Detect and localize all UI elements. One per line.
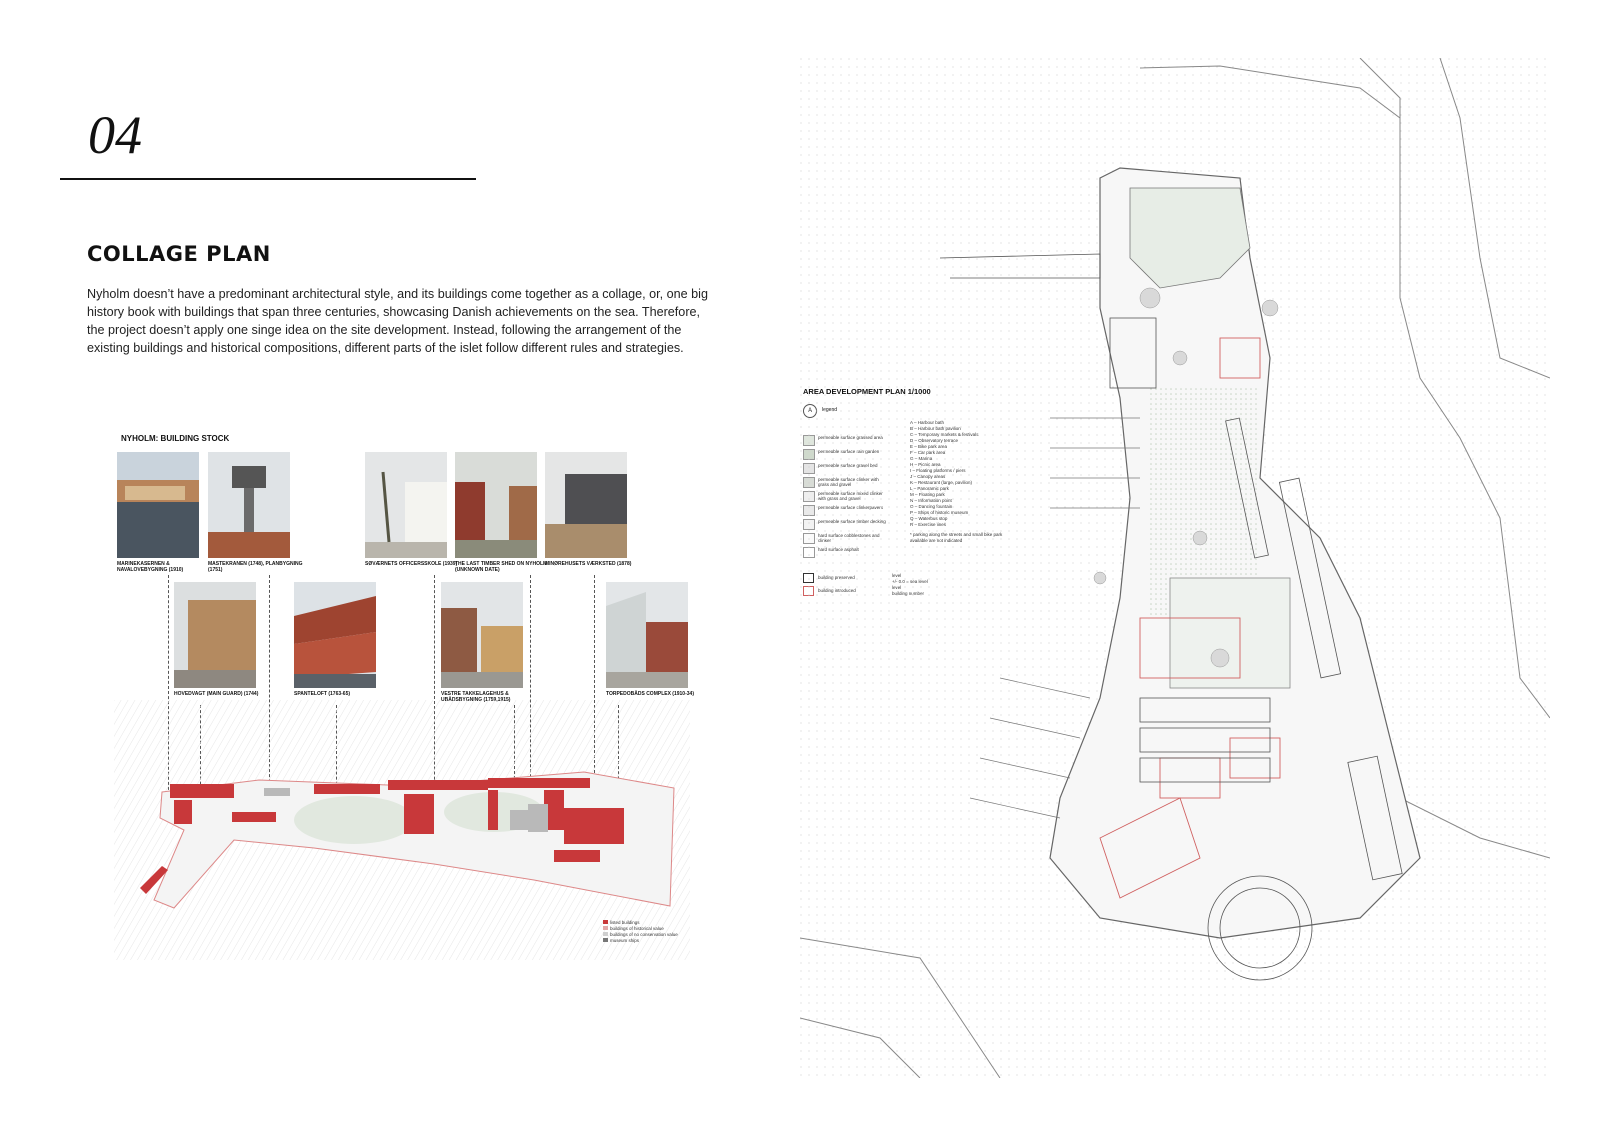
photo-vestre-takkelagehus: [441, 582, 523, 688]
photo-marinekasernen: [117, 452, 199, 558]
legend-listed: listed buildings: [610, 920, 640, 925]
site-legend: [603, 920, 678, 944]
photo-hovedvagt: [174, 582, 256, 688]
photo-timber-shed: [455, 452, 537, 558]
caption-vestre-takkelagehus: VESTRE TAKKELAGEHUS &: [441, 691, 509, 697]
caption-minorehusets: MINØREHUSETS VÆRKSTED (1878): [545, 561, 632, 567]
caption-torpedobads: TORPEDOBÅDS COMPLEX (1910-34): [606, 691, 694, 697]
legend-museum-ships: museum ships: [610, 938, 640, 943]
photo-minorehusets: [545, 452, 627, 558]
caption-mastekranen: MASTEKRANEN (1748), PLANBYGNING (1751): [208, 561, 303, 573]
photo-officersskole: [365, 452, 447, 558]
intro-paragraph: Nyholm doesn’t have a predominant architectural style, and its buildings come together as a collage, or, one big history book with buildings that span three centuries, showcasing Danish achievements on the sea. Therefore, the project doesn’t apply one singe idea on the site development. Instead, following the arrangement of the existing buildings and historical compositions, different parts of the islet follow different rules and strategies.: [87, 287, 708, 355]
caption-marinekasernen: MARINEKASERNEN & NAVALOVEBYGNING (1910): [117, 561, 184, 573]
heading-rule: [60, 178, 476, 180]
photo-torpedobads: [606, 582, 688, 688]
legend-historical: buildings of historical value: [610, 926, 664, 931]
building-stock-title: NYHOLM: BUILDING STOCK: [121, 434, 230, 443]
caption-officersskole: SØVÆRNETS OFFICERSSKOLE (1939): [365, 561, 458, 567]
page-title: COLLAGE PLAN: [87, 242, 271, 266]
caption-spanteloft: SPANTELOFT (1763-65): [294, 691, 351, 697]
area-development-plan: [800, 58, 1550, 1078]
photo-mastekranen: [208, 452, 290, 558]
legend-no-value: buildings of no conservation value: [610, 932, 678, 937]
page-number: 04: [88, 105, 142, 165]
photo-spanteloft: [294, 582, 376, 688]
caption-timber-shed: THE LAST TIMBER SHED ON NYHOLM (UNKNOWN DATE): [455, 561, 548, 573]
caption-hovedvagt: HOVEDVAGT (MAIN GUARD) (1744): [174, 691, 259, 697]
